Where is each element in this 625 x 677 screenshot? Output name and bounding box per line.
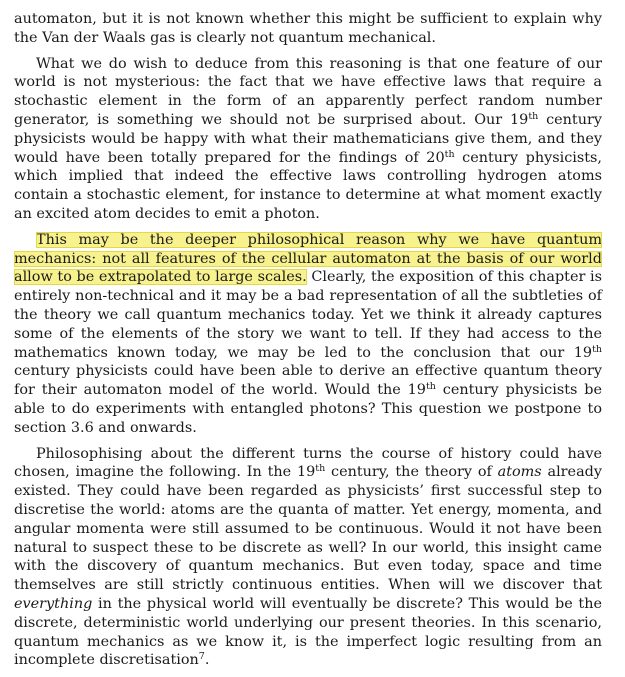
paragraph-text: Clearly, the exposition of this chapter is entirely non-technical and it may be a bad representation of all the subtleties of the theory we call quantum mechanics today. Yet we think it already captures some of the elements of the story we want to tell. If they had access to the mathematics known today, we may be led to the conclusion that our 19 [14, 269, 603, 361]
emphasis-everything: everything [14, 595, 93, 612]
paragraph-text: century physicists could have been able to derive an effective quantum theory for their automaton model of the world. Would the 19 [14, 363, 602, 399]
superscript: th [592, 343, 602, 355]
footnote-marker[interactable]: 7 [198, 651, 205, 663]
paragraph-text: already existed. They could have been regarded as physicists’ first successful step to discretise the world: atoms are the quanta of matter. Yet energy, momenta, and angular momenta were still assumed to be continuous. Would it not have been natural to suspect these to be discrete as well? In our world, this insight came with the discovery of quantum mechanics. But even today, space and time themselves are still strictly continuous entities. When will we discover that [14, 464, 602, 594]
emphasis-atoms: atoms [497, 464, 542, 481]
superscript: th [425, 381, 436, 393]
paragraph-text: century, the theory of [325, 464, 498, 481]
paragraph-continuation [14, 10, 602, 48]
paragraph-text: century physicists, which implied that indeed the effective laws controlling hydrogen atoms contain a stochastic element, for instance to determine at what moment exactly an excited atom decides to emit a photon. [14, 149, 602, 222]
superscript: th [444, 148, 455, 160]
paragraph-text: . [204, 652, 210, 669]
paragraph-deduction [14, 55, 602, 224]
superscript: th [315, 463, 326, 475]
paragraph-text: century physicists be able to do experiments with entangled photons? This question we postpone to section 3.6 and onwards. [14, 382, 602, 436]
highlighted-text[interactable]: This may be the deeper philosophical reason why we have quantum mechanics: not all features of the cellular automaton at the basis of our world allow to be extrapolated to large scales. [14, 231, 602, 286]
paragraph-text: in the physical world will eventually be discrete? This would be the discrete, deterministic world underlying our present theories. In this scenario, quantum mechanics as we know it, is the imperfect logic resulting from an incomplete discretisation [14, 595, 602, 669]
paragraph-text: Philosophising about the different turns the course of history could have chosen, imagine the following. In the 19 [14, 445, 602, 481]
paragraph-text: What we do wish to deduce from this reasoning is that one feature of our world is not mysterious: the fact that we have effective laws that require a stochastic element in the form of an apparently perfect random number generator, is something we should not be surprised about. Our 19 [14, 55, 602, 128]
superscript: th [528, 110, 539, 122]
paragraph-philosophising [14, 445, 602, 671]
paragraph-text: automaton, but it is not known whether this might be sufficient to explain why the Van der Waals gas is clearly not quantum mechanical. [14, 11, 602, 46]
document-page [14, 10, 602, 677]
paragraph-text: century physicists would be happy with what their mathematicians give them, and they would have been totally prepared for the findings of 20 [14, 111, 602, 166]
paragraph-philosophical-reason [14, 231, 602, 438]
